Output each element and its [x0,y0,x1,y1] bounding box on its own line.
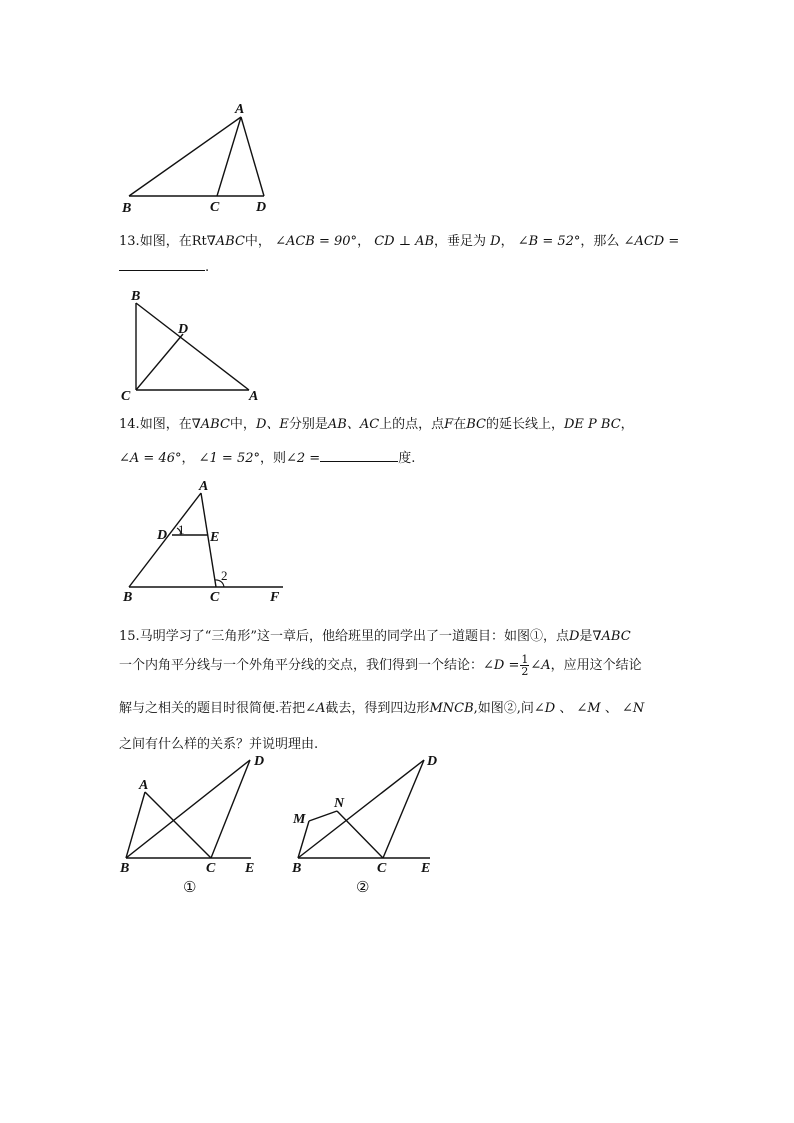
figure-15-2 [0,750,500,900]
question-14-line-2: ∠A = 46°， ∠1 = 52°，则∠2 = 度. [119,451,416,466]
label-d: D [256,200,267,215]
label-b: B [123,590,133,605]
figure-14 [0,470,794,610]
label-b: B [122,201,132,216]
figure-caption-2: ② [356,880,370,896]
question-15-line-4: 之间有什么样的关系？并说明理由. [119,737,319,752]
label-a: A [235,102,245,117]
question-15-line-2: 一个内角平分线与一个外角平分线的交点，我们得到一个结论：∠D = $\frac{1}{2}$ ∠A，应用这个结论 [119,653,642,678]
label-f: F [270,590,280,605]
question-13-line-2: . [119,258,209,275]
segment-bd [298,760,424,858]
label-b: B [120,861,130,876]
label-c: C [210,590,220,605]
segment-mn [309,811,337,821]
segment-ad [241,117,264,196]
label-d: D [254,754,265,769]
question-15-line-1: 15.马明学习了“三角形”这一章后，他给班里的同学出了一道题目：如图①，点D是∇ABC [119,629,631,644]
label-angle-2: 2 [221,568,228,583]
label-c: C [121,389,131,404]
label-angle-1: 1 [178,522,185,537]
answer-blank-14[interactable] [320,451,398,462]
question-15-line-3: 解与之相关的题目时很简便.若把∠A截去，得到四边形MNCB,如图②,问∠D 、 ∠M 、 ∠N [119,701,645,716]
fraction-one-half: $\frac{1}{2}$ [521,653,529,678]
figure-caption-1: ① [183,880,197,896]
segment-cd [136,334,183,390]
label-d: D [178,322,189,337]
label-e: E [245,861,255,876]
figure-top-triangle [0,0,794,230]
segment-ac [217,117,241,196]
segment-nc [337,811,383,858]
label-d: D [157,528,168,543]
answer-blank-13[interactable] [119,258,205,271]
segment-cd [383,760,424,858]
label-c: C [210,200,220,215]
question-13-line-1: 13.如图，在Rt∇ABC中， ∠ACB = 90°， CD ⊥ AB，垂足为 D， ∠B = 52°，那么 ∠ACD = [119,234,680,249]
label-a: A [249,389,259,404]
label-d: D [427,754,438,769]
segment-ba [136,303,249,390]
label-m: M [293,812,306,827]
question-14-line-1: 14.如图，在∇ABC中，D、E分别是AB、AC上的点，点F在BC的延长线上，DE P BC， [119,417,634,432]
label-a: A [199,479,209,494]
label-b: B [131,289,141,304]
label-a: A [139,778,149,793]
label-c: C [377,861,387,876]
segment-ab [129,117,241,196]
label-c: C [206,861,216,876]
figure-13 [0,280,794,410]
question-number: 13. [119,234,140,249]
label-b: B [292,861,302,876]
label-n: N [334,796,345,811]
label-e: E [210,530,220,545]
label-e: E [421,861,431,876]
